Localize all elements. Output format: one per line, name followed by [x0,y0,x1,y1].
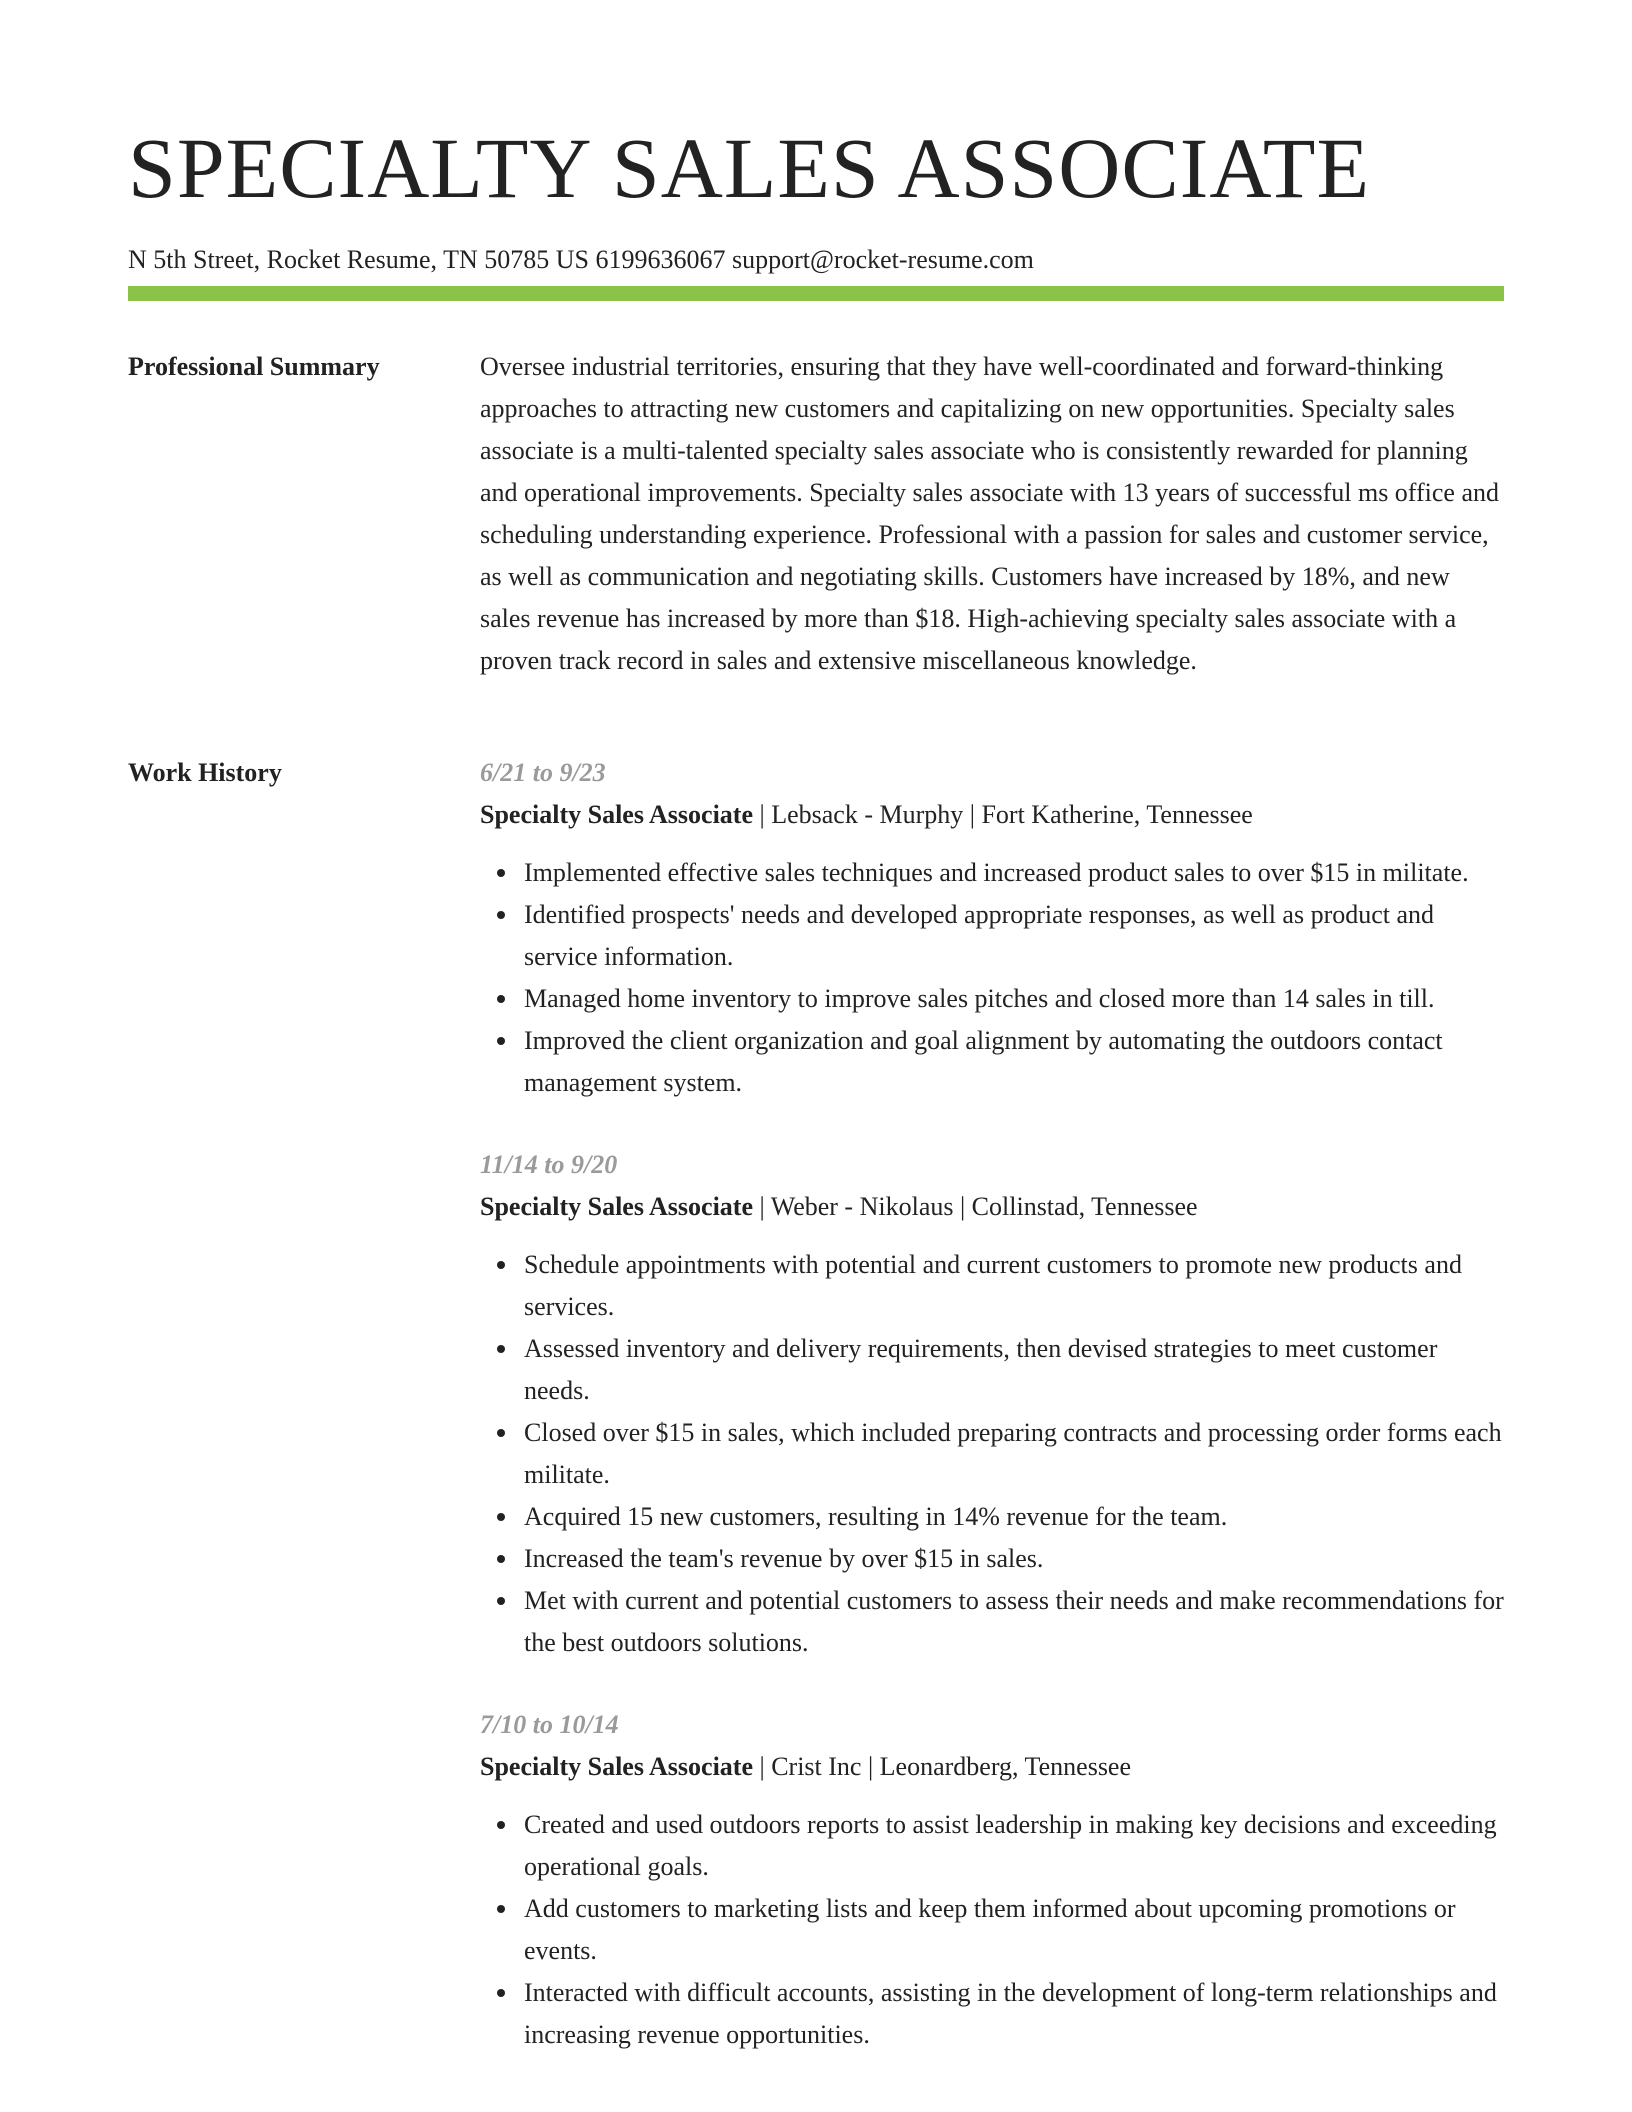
job-heading [480,1746,1504,1788]
contact-line: N 5th Street, Rocket Resume, TN 50785 US 6199636067 support@rocket-resume.com [128,245,1034,274]
resume-header [128,118,1504,276]
job-bullet: Created and used outdoors reports to assist leadership in making key decisions and exceeding operational goals. [524,1804,1504,1888]
job-bullet: Increased the team's revenue by over $15 in sales. [524,1538,1504,1580]
job-bullets [480,852,1504,1104]
job-dates: 6/21 to 9/23 [480,758,606,787]
job-bullet: Managed home inventory to improve sales pitches and closed more than 14 sales in till. [524,978,1504,1020]
job-details: | Lebsack - Murphy | Fort Katherine, Tennessee [753,800,1253,829]
job-bullet: Acquired 15 new customers, resulting in 14% revenue for the team. [524,1496,1504,1538]
job-bullet: Identified prospects' needs and developed appropriate responses, as well as product and service information. [524,894,1504,978]
job-title: Specialty Sales Associate [480,1192,753,1221]
summary-text: Oversee industrial territories, ensuring that they have well-coordinated and forward-thinking approaches to attracting new customers and capitalizing on new opportunities. Specialty sales associate is a multi-talented specialty sales associate who is consistently rewarded for planning and operational improvements. Specialty sales associate with 13 years of successful ms office and scheduling understanding experience. Professional with a passion for sales and customer service, as well as communication and negotiating skills. Customers have increased by 18%, and new sales revenue has increased by more than $18. High-achieving specialty sales associate with a proven track record in sales and extensive miscellaneous knowledge. [480,352,1500,675]
job-bullet: Implemented effective sales techniques and increased product sales to over $15 in militate. [524,852,1504,894]
job-bullet: Assessed inventory and delivery requirements, then devised strategies to meet customer needs. [524,1328,1504,1412]
job-bullet: Schedule appointments with potential and current customers to promote new products and services. [524,1244,1504,1328]
page-title: SPECIALTY SALES ASSOCIATE [128,120,1370,216]
job-dates: 11/14 to 9/20 [480,1150,618,1179]
job-bullet: Interacted with difficult accounts, assisting in the development of long-term relationships and increasing revenue opportunities. [524,1972,1504,2056]
job-dates: 7/10 to 10/14 [480,1710,619,1739]
job-bullet: Improved the client organization and goal alignment by automating the outdoors contact management system. [524,1020,1504,1104]
job-heading [480,1186,1504,1228]
job-title: Specialty Sales Associate [480,1752,753,1781]
job-bullets [480,1804,1504,2056]
job-bullet: Met with current and potential customers to assess their needs and make recommendations for the best outdoors solutions. [524,1580,1504,1664]
accent-divider [128,286,1504,301]
job-bullets [480,1244,1504,1664]
job-entry [480,752,1504,1104]
job-heading [480,794,1504,836]
work-history-body [480,752,1504,2096]
summary-heading: Professional Summary [128,352,380,381]
job-bullet: Closed over $15 in sales, which included preparing contracts and processing order forms each militate. [524,1412,1504,1496]
job-title: Specialty Sales Associate [480,800,753,829]
summary-body [480,346,1504,682]
work-history-heading: Work History [128,758,282,787]
job-details: | Crist Inc | Leonardberg, Tennessee [753,1752,1132,1781]
job-details: | Weber - Nikolaus | Collinstad, Tennessee [753,1192,1198,1221]
job-entry [480,1144,1504,1664]
job-bullet: Add customers to marketing lists and keep them informed about upcoming promotions or events. [524,1888,1504,1972]
job-entry [480,1704,1504,2056]
